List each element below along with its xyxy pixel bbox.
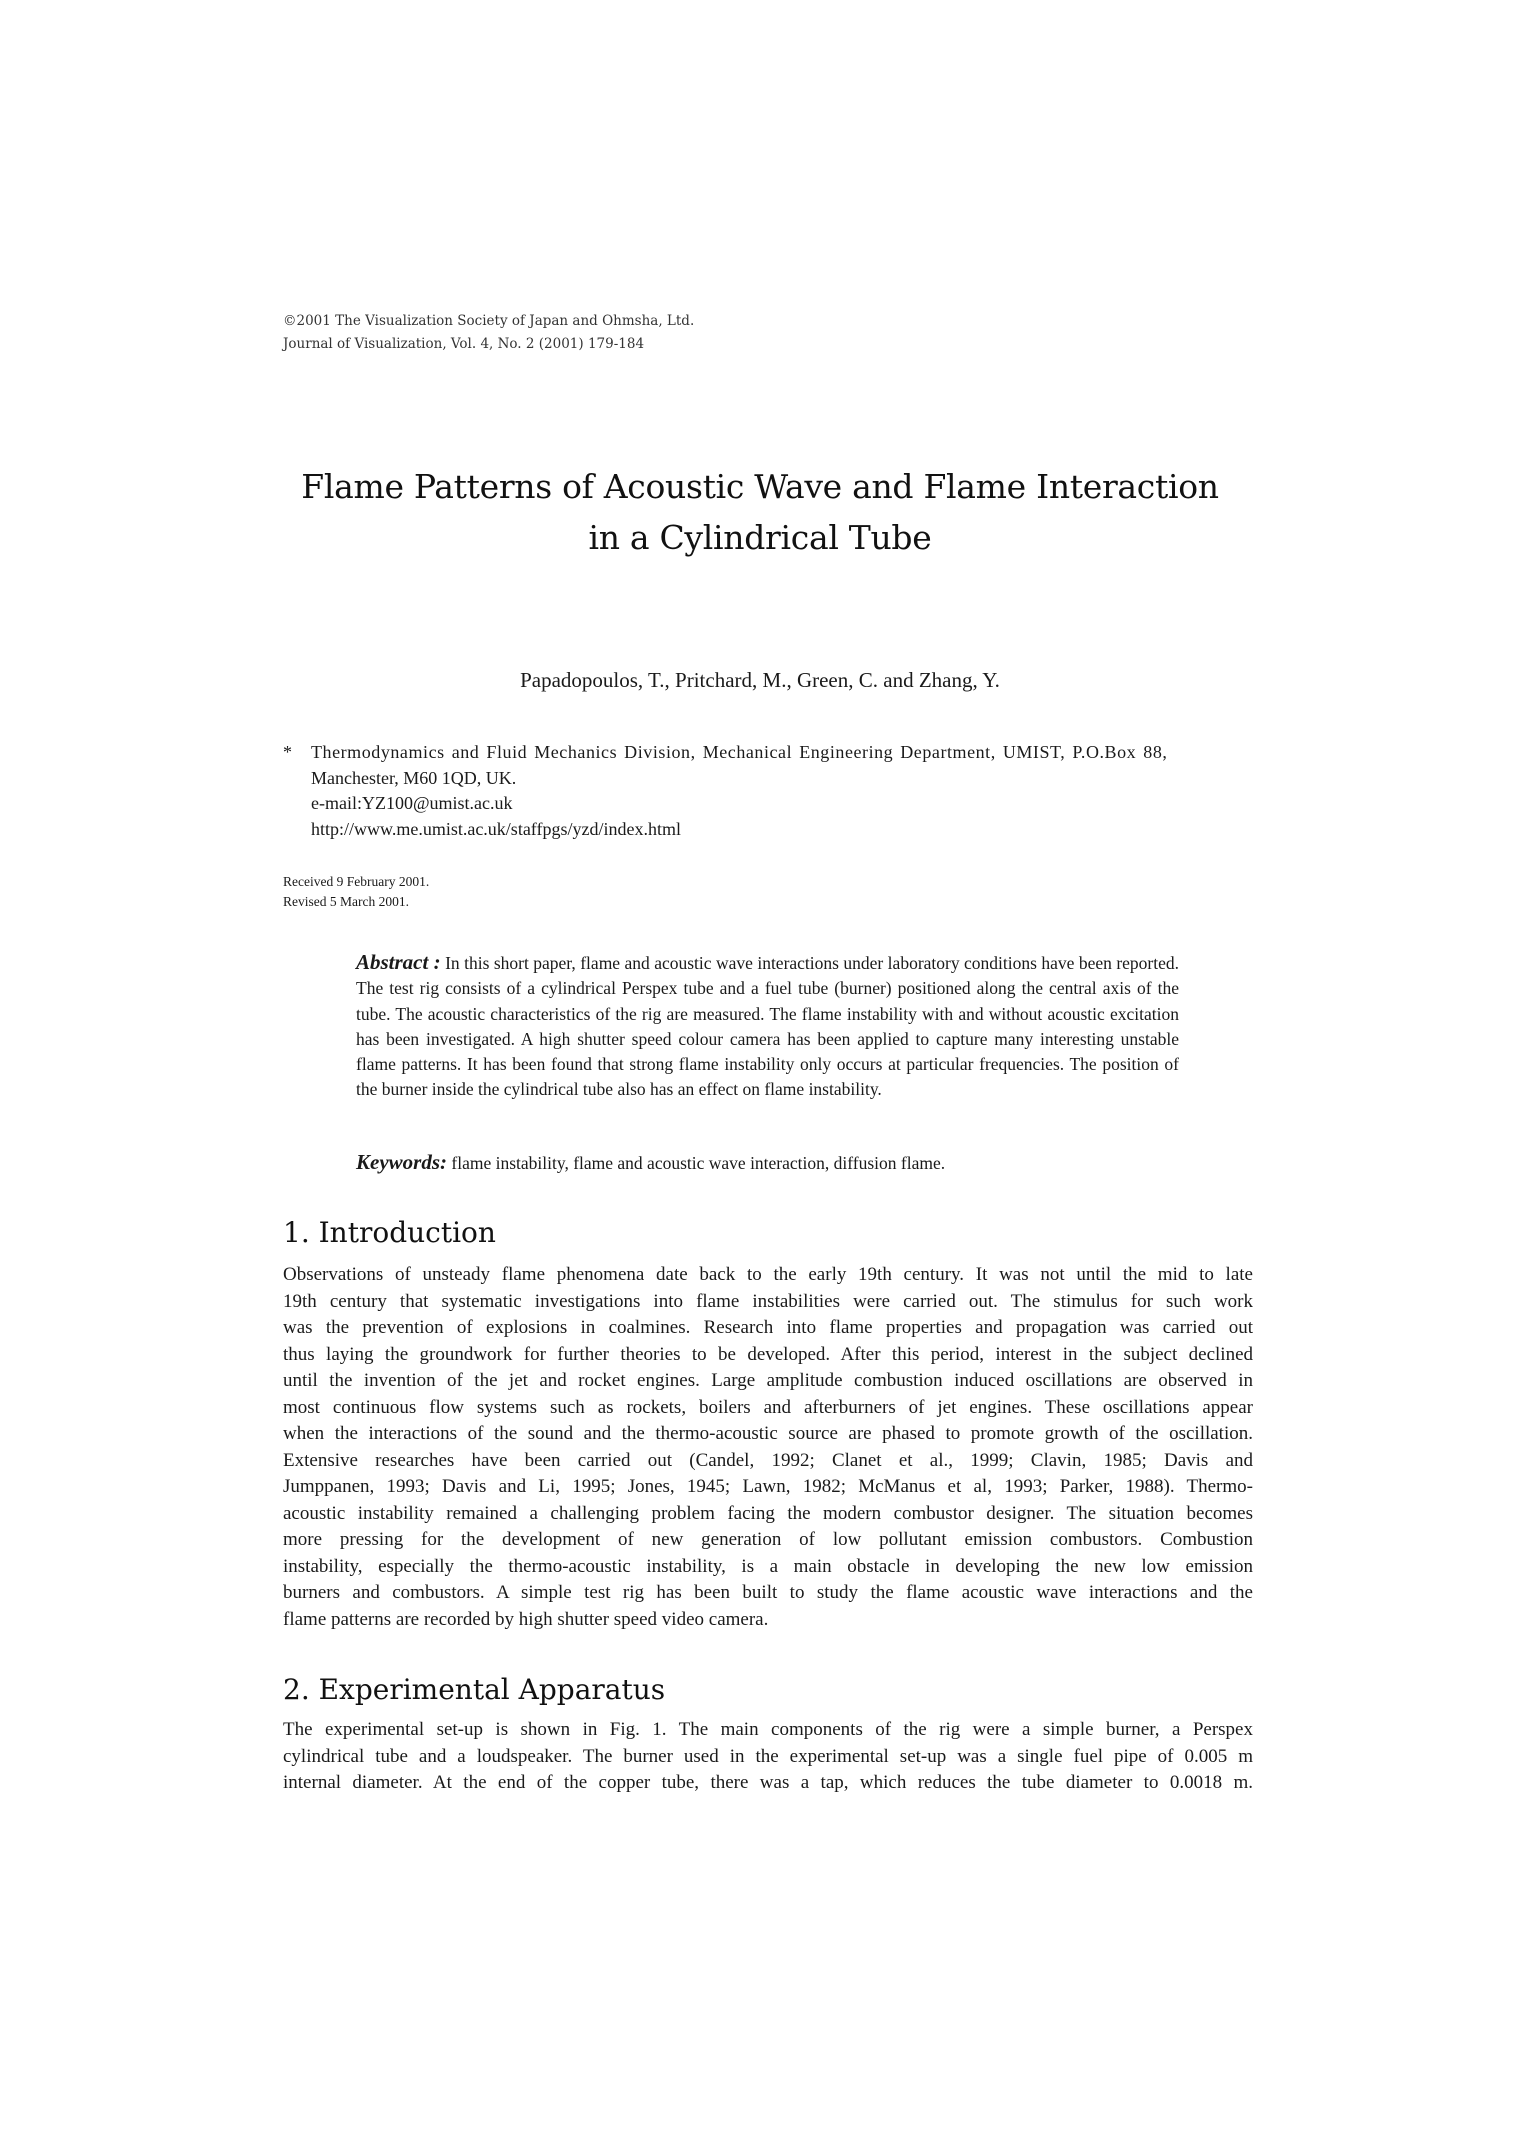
body-line: internal diameter. At the end of the copper tube, there was a tap, which reduces the tube diameter to 0.0018 m. (283, 1772, 1253, 1793)
body-line: instability, especially the thermo-acoustic instability, is a main obstacle in developing the new low emission (283, 1555, 1253, 1577)
introduction-body (283, 1262, 1253, 1633)
body-line: acoustic instability remained a challenging problem facing the modern combustor designer. The situation becomes (283, 1502, 1253, 1524)
paper-title (160, 461, 1360, 563)
body-line: flame patterns are recorded by high shutter speed video camera. (283, 1608, 769, 1630)
body-line: until the invention of the jet and rocket engines. Large amplitude combustion induced oscillations are observed in (283, 1370, 1253, 1391)
keywords-block (356, 1150, 1256, 1176)
apparatus-body (283, 1717, 1253, 1797)
journal-header (283, 310, 1183, 356)
email-address: e-mail:YZ100@umist.ac.uk (311, 793, 513, 813)
body-line: Extensive researches have been carried out (Candel, 1992; Clanet et al., 1999; Clavin, 1985; Davis and (283, 1449, 1253, 1471)
body-line: burners and combustors. A simple test rig has been built to study the flame acoustic wave interactions and the (283, 1582, 1253, 1603)
affiliation-line-2: Manchester, M60 1QD, UK. (311, 767, 517, 788)
section-heading-apparatus: 2. Experimental Apparatus (283, 1673, 666, 1706)
abstract-block (356, 950, 1179, 1103)
affiliation-line-1: Thermodynamics and Fluid Mechanics Division, Mechanical Engineering Department, UMIST, P.O.Box 88, (311, 742, 1168, 762)
keywords-text: flame instability, flame and acoustic wave interaction, diffusion flame. (451, 1153, 946, 1173)
body-line: most continuous flow systems such as rockets, boilers and afterburners of jet engines. These oscillations appear (283, 1396, 1253, 1418)
title-line-1: Flame Patterns of Acoustic Wave and Flame Interaction (301, 467, 1219, 506)
submission-dates (283, 872, 683, 912)
section-heading-introduction: 1. Introduction (283, 1216, 496, 1249)
author-list: Papadopoulos, T., Pritchard, M., Green, C. and Zhang, Y. (520, 668, 1000, 692)
copyright-line: ©2001 The Visualization Society of Japan and Ohmsha, Ltd. (283, 313, 695, 329)
body-line: The experimental set-up is shown in Fig. 1. The main components of the rig were a simple burner, a Perspex (283, 1719, 1253, 1740)
keywords-label: Keywords: (356, 1150, 447, 1174)
body-line: 19th century that systematic investigations into flame instabilities were carried out. The stimulus for such work (283, 1290, 1253, 1312)
title-line-2: in a Cylindrical Tube (588, 518, 932, 557)
abstract-label: Abstract : (356, 950, 441, 974)
body-line: Observations of unsteady flame phenomena date back to the early 19th century. It was not until the mid to late (283, 1264, 1253, 1285)
body-line: more pressing for the development of new generation of low pollutant emission combustors. Combustion (283, 1529, 1253, 1550)
journal-citation: Journal of Visualization, Vol. 4, No. 2 (2001) 179-184 (283, 336, 645, 352)
body-line: cylindrical tube and a loudspeaker. The burner used in the experimental set-up was a single fuel pipe of 0.005 m (283, 1745, 1253, 1767)
body-line: Jumppanen, 1993; Davis and Li, 1995; Jones, 1945; Lawn, 1982; McManus et al, 1993; Parker, 1988). Thermo- (283, 1476, 1253, 1497)
revised-date: Revised 5 March 2001. (283, 894, 409, 909)
homepage-url: http://www.me.umist.ac.uk/staffpgs/yzd/index.html (311, 818, 681, 839)
body-line: thus laying the groundwork for further theories to be developed. After this period, interest in the subject declined (283, 1343, 1253, 1365)
body-line: was the prevention of explosions in coalmines. Research into flame properties and propagation was carried out (283, 1317, 1253, 1338)
abstract-text: In this short paper, flame and acoustic wave interactions under laboratory conditions have been reported. The test rig consists of a cylindrical Perspex tube and a fuel tube (burner) positioned along the central axis of the tube. The acoustic characteristics of the rig are measured. The flame instability with and without acoustic excitation has been investigated. A high shutter speed colour camera has been applied to capture many interesting unstable flame patterns. It has been found that strong flame instability only occurs at particular frequencies. The position of the burner inside the cylindrical tube also has an effect on flame instability. (356, 953, 1179, 1100)
body-line: when the interactions of the sound and the thermo-acoustic source are phased to promote growth of the oscillation. (283, 1423, 1253, 1444)
received-date: Received 9 February 2001. (283, 874, 430, 889)
affiliation-marker: * (283, 742, 292, 762)
